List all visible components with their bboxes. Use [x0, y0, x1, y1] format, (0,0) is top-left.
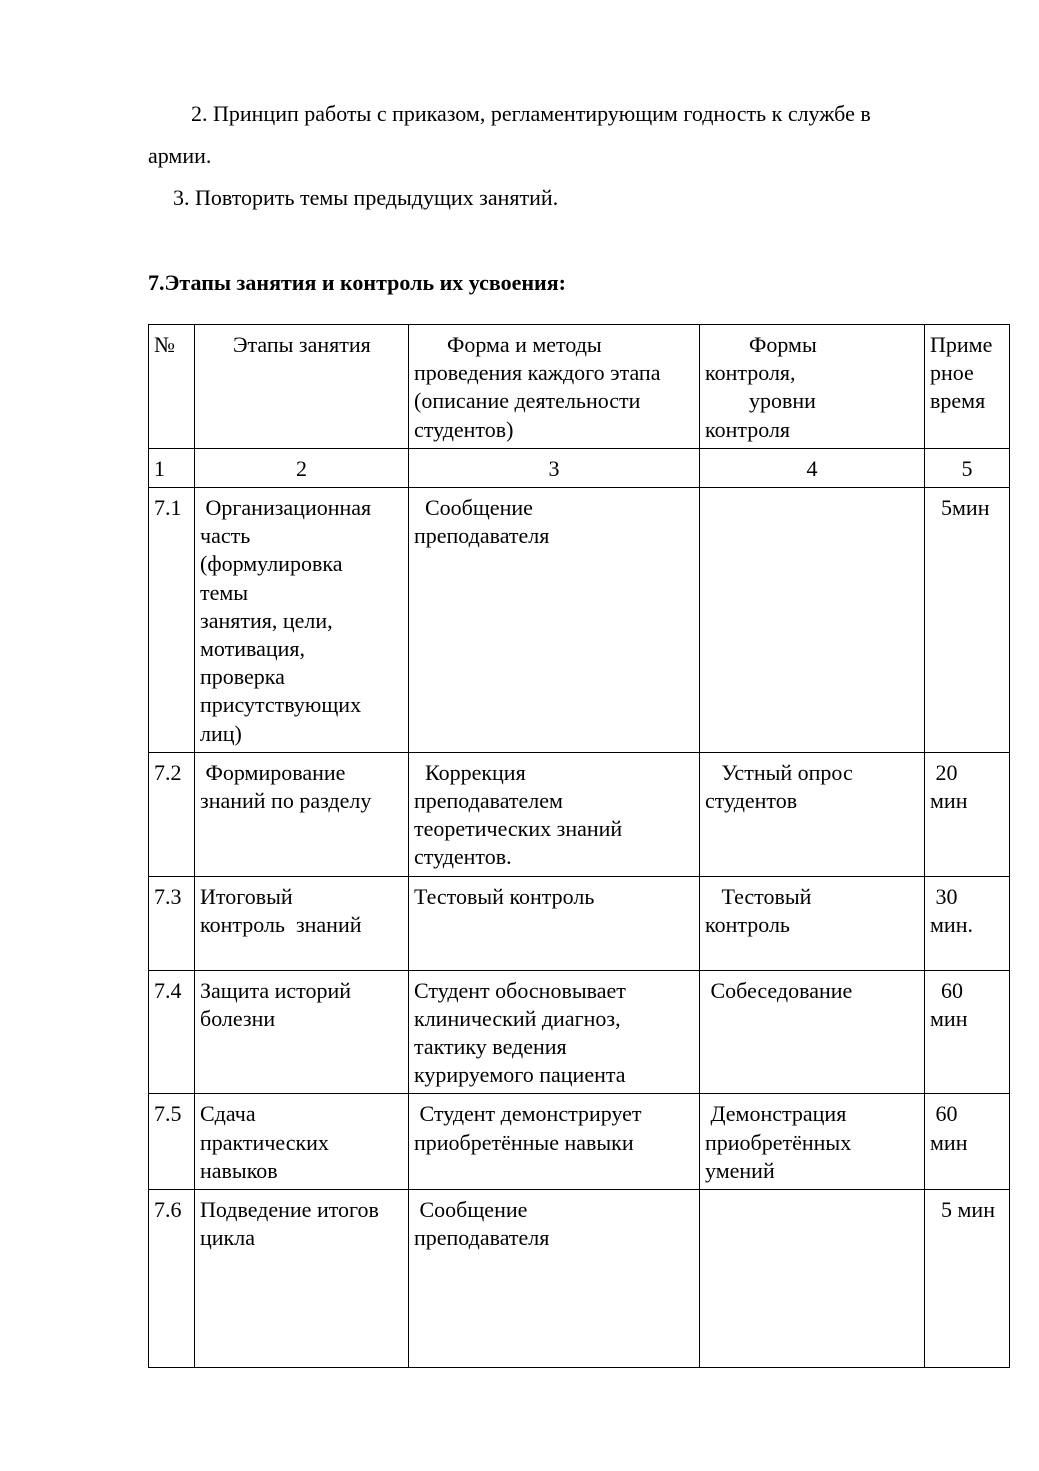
table-row	[149, 1094, 1010, 1190]
stage-number-cell: 7.1	[149, 488, 195, 753]
stage-name-cell: Защита историй болезни	[195, 970, 409, 1094]
stage-time-cell: 20 мин	[925, 752, 1010, 876]
stage-number-cell: 7.4	[149, 970, 195, 1094]
stage-method-cell: Сообщение преподавателя	[409, 1190, 700, 1368]
stage-control-cell	[700, 1190, 925, 1368]
stage-method-cell: Коррекция преподавателем теоретических знаний студентов.	[409, 752, 700, 876]
stage-control-cell: Тестовый контроль	[700, 876, 925, 970]
stage-number-cell: 7.6	[149, 1190, 195, 1368]
stage-method-cell: Сообщение преподавателя	[409, 488, 700, 753]
header-cell-time: Приме рное время	[925, 325, 1010, 449]
stage-number-cell: 7.2	[149, 752, 195, 876]
table-row	[149, 876, 1010, 970]
header-cell-methods: Форма и методы проведения каждого этапа (описание деятельности студентов)	[409, 325, 700, 449]
stage-method-cell: Тестовый контроль	[409, 876, 700, 970]
list-item-3: 3. Повторить темы предыдущих занятий.	[173, 185, 559, 210]
column-number-cell: 2	[195, 448, 409, 487]
header-cell-control: Формы контроля, уровни контроля	[700, 325, 925, 449]
column-number-cell: 4	[700, 448, 925, 487]
stage-control-cell: Собеседование	[700, 970, 925, 1094]
header-cell-stages: Этапы занятия	[195, 325, 409, 449]
column-number-cell: 5	[925, 448, 1010, 487]
column-number-cell: 1	[149, 448, 195, 487]
stage-control-cell	[700, 488, 925, 753]
column-number-cell: 3	[409, 448, 700, 487]
table-row	[149, 488, 1010, 753]
section-heading: 7.Этапы занятия и контроль их усвоения:	[148, 270, 566, 295]
stage-number-cell: 7.3	[149, 876, 195, 970]
header-cell-number: №	[149, 325, 195, 449]
table-header-row	[149, 325, 1010, 449]
stage-time-cell: 5 мин	[925, 1190, 1010, 1368]
stage-name-cell: Формирование знаний по разделу	[195, 752, 409, 876]
table-row	[149, 752, 1010, 876]
stage-name-cell: Итоговый контроль знаний	[195, 876, 409, 970]
table-row	[149, 970, 1010, 1094]
table-row	[149, 1190, 1010, 1368]
stage-control-cell: Устный опрос студентов	[700, 752, 925, 876]
column-number-row	[149, 448, 1010, 487]
stage-method-cell: Студент обосновывает клинический диагноз, тактику ведения курируемого пациента	[409, 970, 700, 1094]
stage-name-cell: Организационная часть (формулировка темы занятия, цели, мотивация, проверка присутствующих лиц)	[195, 488, 409, 753]
stage-name-cell: Сдача практических навыков	[195, 1094, 409, 1190]
stage-time-cell: 60 мин	[925, 970, 1010, 1094]
stage-time-cell: 60 мин	[925, 1094, 1010, 1190]
stage-time-cell: 5мин	[925, 488, 1010, 753]
stage-control-cell: Демонстрация приобретённых умений	[700, 1094, 925, 1190]
stage-name-cell: Подведение итогов цикла	[195, 1190, 409, 1368]
stage-method-cell: Студент демонстрирует приобретённые навыки	[409, 1094, 700, 1190]
lesson-stages-table	[148, 324, 1010, 1368]
list-item-2-line-1: 2. Принцип работы с приказом, регламентирующим годность к службе в	[191, 101, 871, 126]
stage-time-cell: 30 мин.	[925, 876, 1010, 970]
list-item-2-line-2: армии.	[148, 143, 212, 168]
stage-number-cell: 7.5	[149, 1094, 195, 1190]
